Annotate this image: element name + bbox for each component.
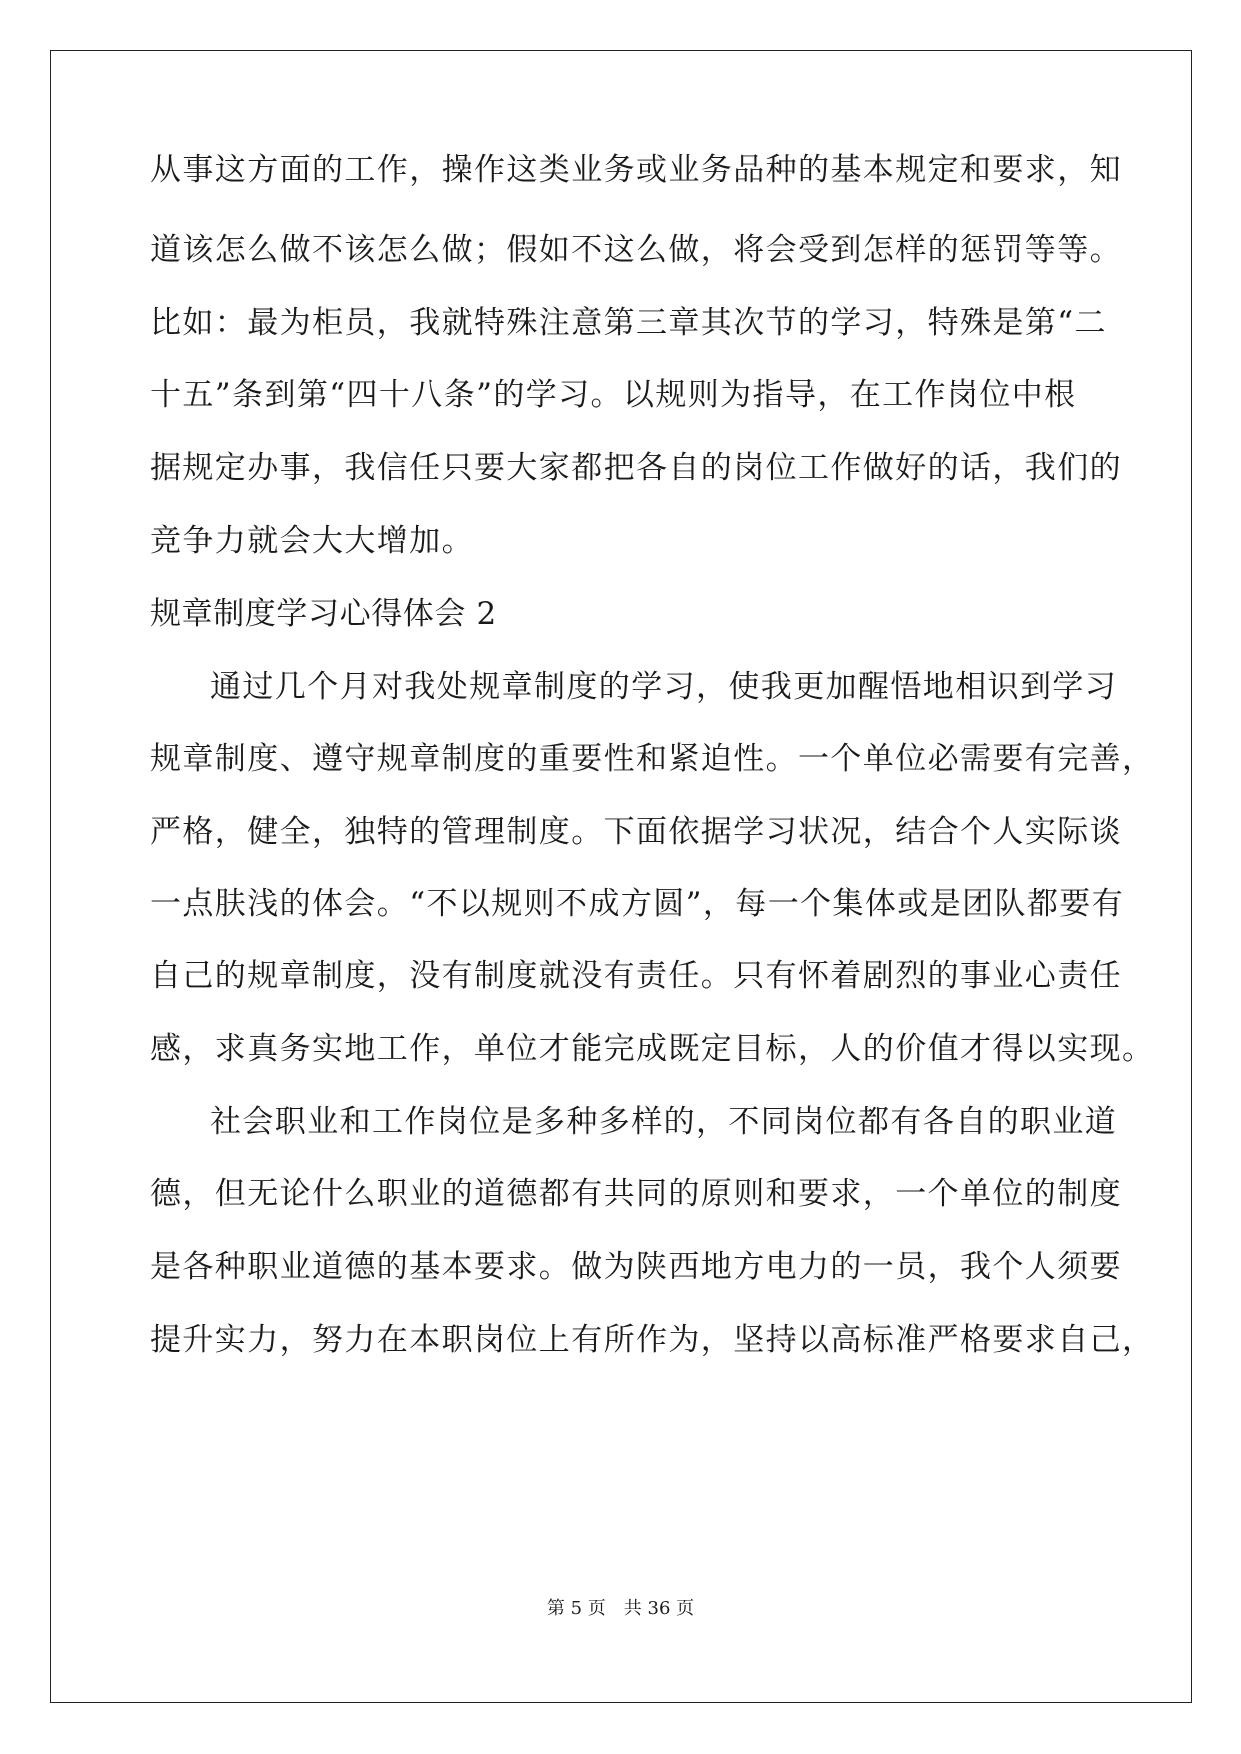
- total-pages: 共 36 页: [623, 1598, 695, 1619]
- page-border: [50, 50, 1192, 1703]
- text-line: 社会职业和工作岗位是多种多样的，不同岗位都有各自的职业道: [210, 1104, 1118, 1140]
- text-line: 从事这方面的工作，操作这类业务或业务品种的基本规定和要求，知: [150, 152, 1122, 188]
- text-line: 德，但无论什么职业的道德都有共同的原则和要求，一个单位的制度: [150, 1176, 1122, 1212]
- text-line: 是各种职业道德的基本要求。做为陕西地方电力的一员，我个人须要: [150, 1249, 1122, 1285]
- text-line: 严格，健全，独特的管理制度。下面依据学习状况，结合个人实际谈: [150, 814, 1122, 850]
- text-line: 提升实力，努力在本职岗位上有所作为，坚持以高标准严格要求自己，: [150, 1322, 1155, 1358]
- page-number: 第 5 页: [546, 1598, 606, 1619]
- text-line: 规章制度、遵守规章制度的重要性和紧迫性。一个单位必需要有完善，: [150, 741, 1155, 777]
- section-heading: 规章制度学习心得体会 2: [150, 596, 497, 632]
- text-line: 感，求真务实地工作，单位才能完成既定目标，人的价值才得以实现。: [150, 1031, 1155, 1067]
- text-line: 十五”条到第“四十八条”的学习。以规则为指导，在工作岗位中根: [150, 377, 1077, 413]
- text-line: 据规定办事，我信任只要大家都把各自的岗位工作做好的话，我们的: [150, 450, 1122, 486]
- page-footer: [0, 1597, 1241, 1621]
- text-line: 竞争力就会大大增加。: [150, 523, 474, 559]
- text-line: 一点肤浅的体会。“不以规则不成方圆”，每一个集体或是团队都要有: [150, 886, 1125, 922]
- text-line: 通过几个月对我处规章制度的学习，使我更加醒悟地相识到学习: [210, 669, 1118, 705]
- text-line: 道该怎么做不该怎么做；假如不这么做，将会受到怎样的惩罚等等。: [150, 232, 1122, 268]
- text-line: 自己的规章制度，没有制度就没有责任。只有怀着剧烈的事业心责任: [150, 958, 1122, 994]
- text-line: 比如：最为柜员，我就特殊注意第三章其次节的学习，特殊是第“二: [150, 305, 1107, 341]
